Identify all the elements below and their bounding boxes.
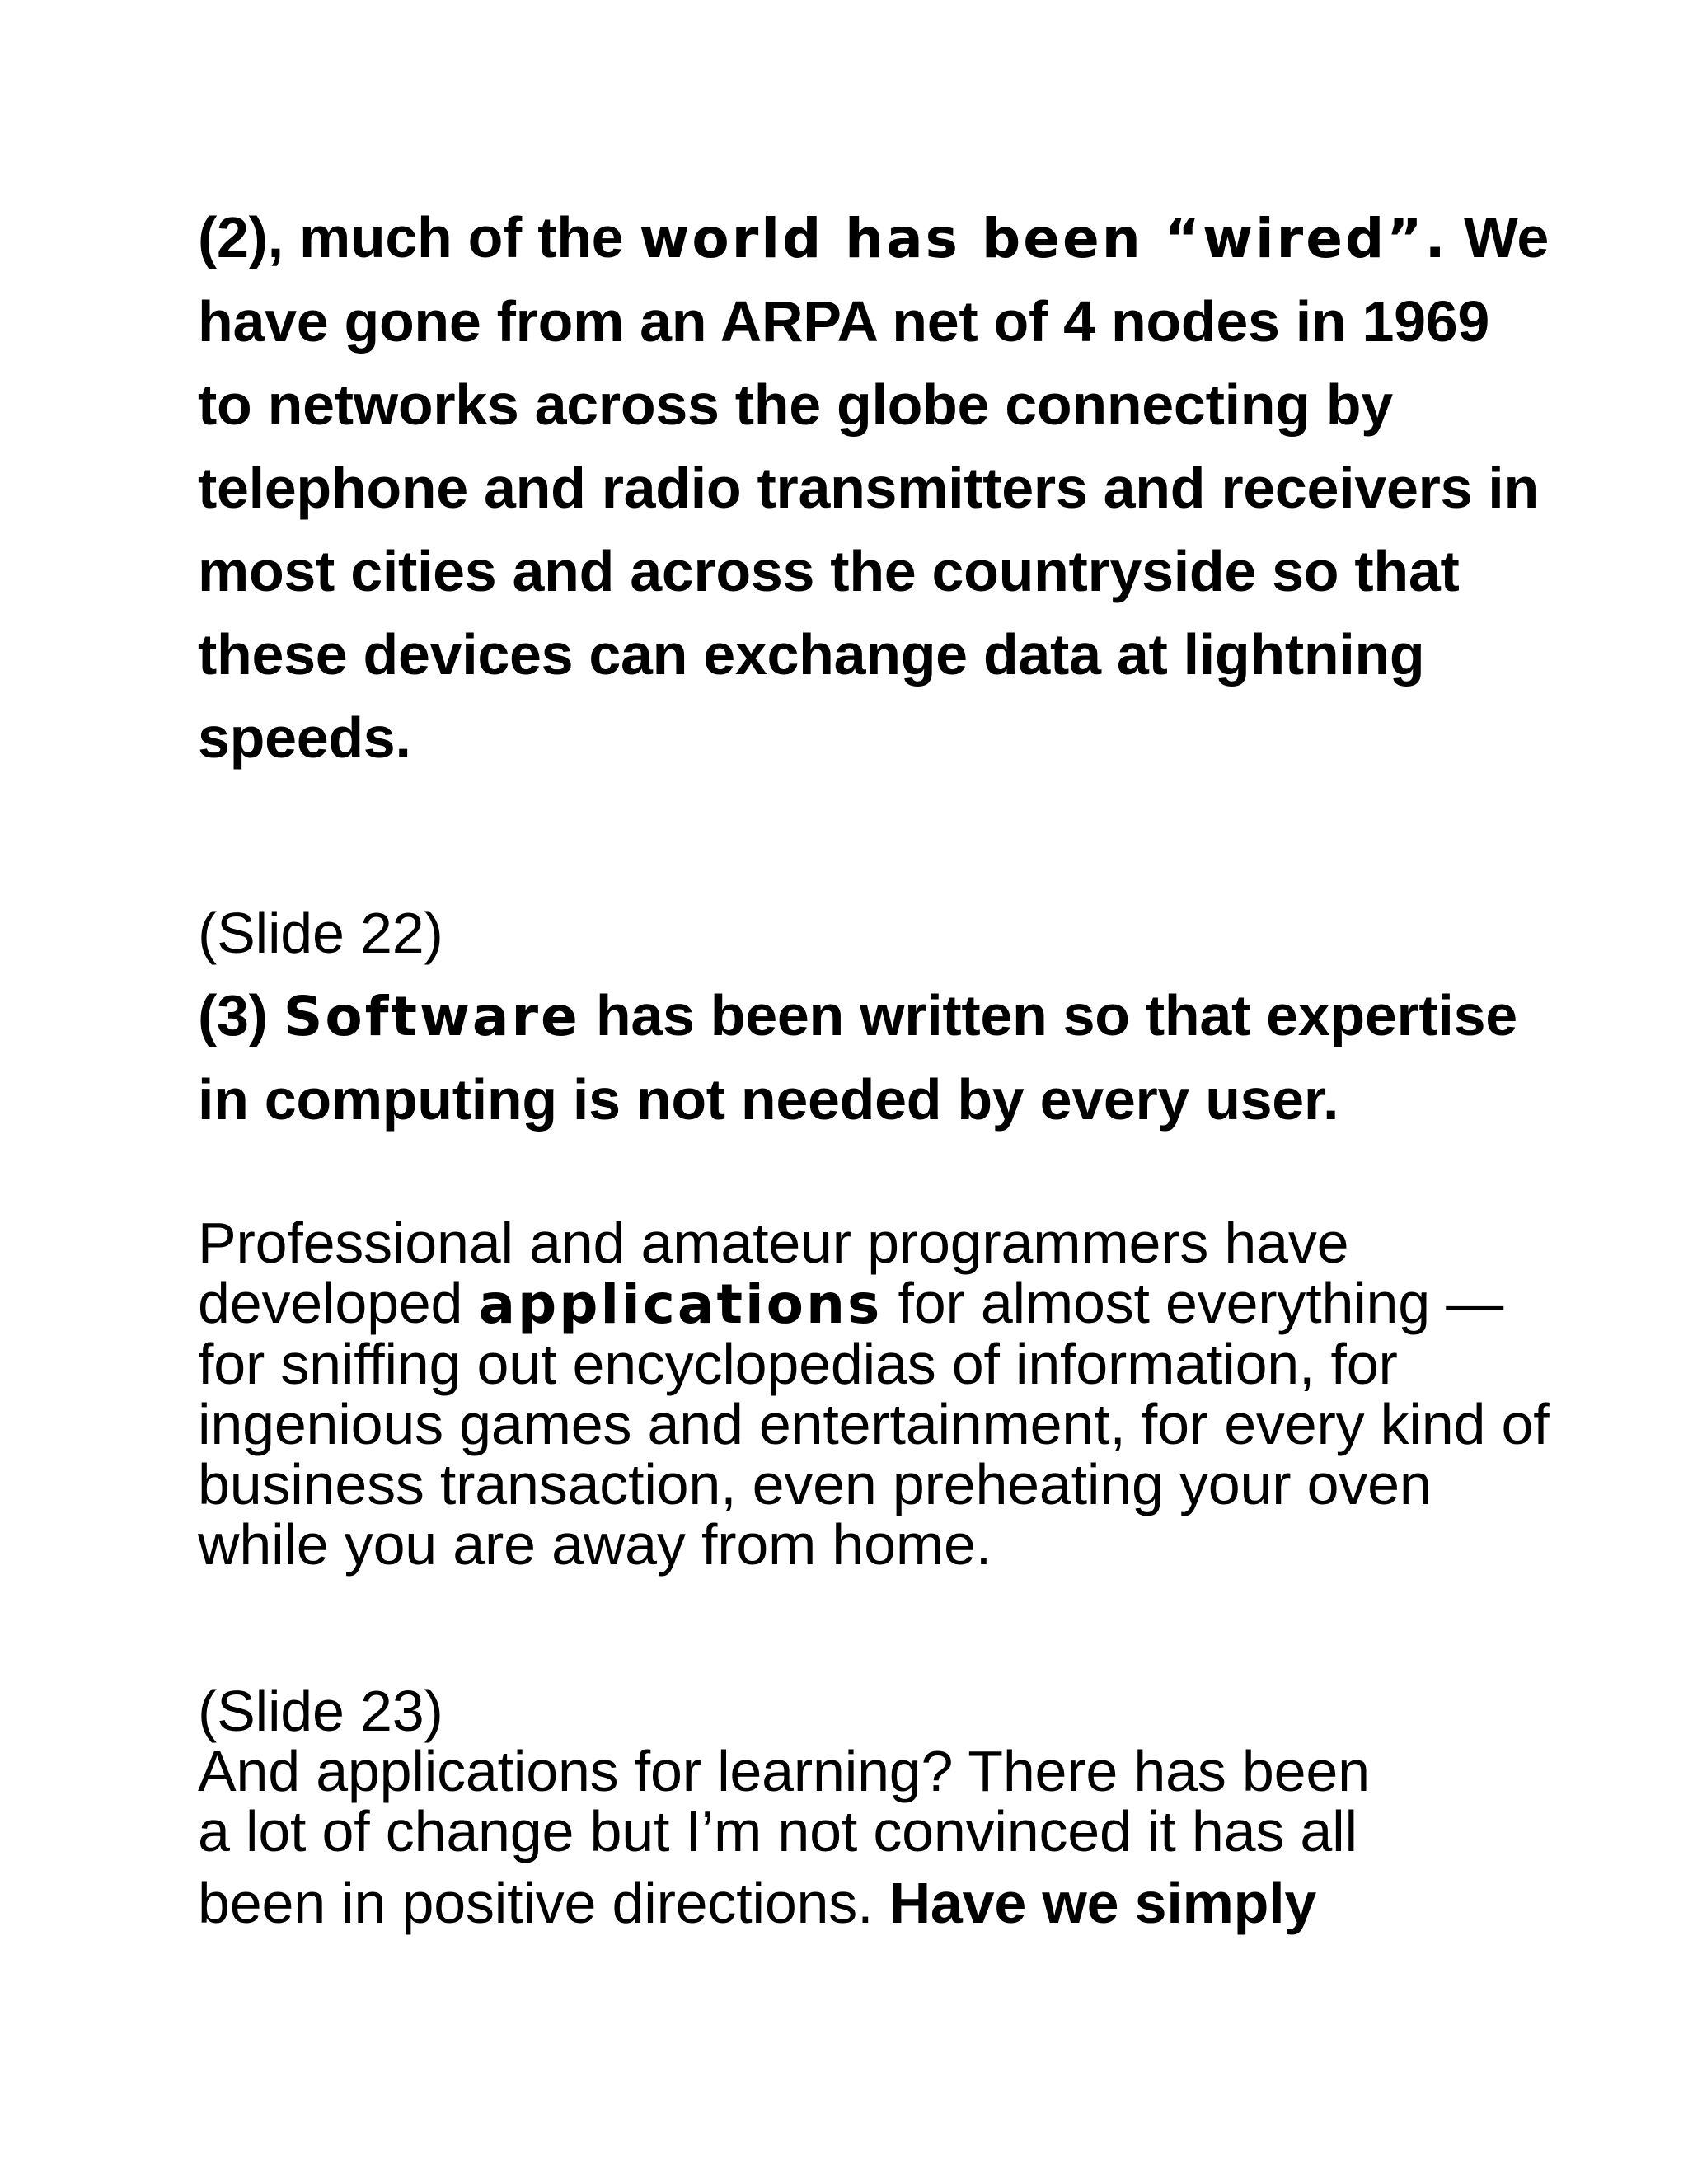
- paragraph-body: We have gone from an ARPA net of 4 nodes in 1969 to networks across the globe connecting by telephone and radio transmitters and receivers in most cities and across the countryside so that these devices can exchange data at lightning speeds.: [198, 205, 1549, 770]
- paragraph-line: And applications for learning? There has been: [198, 1739, 1370, 1803]
- paragraph-lead: (3): [198, 983, 284, 1047]
- emphasis-applications: applications: [478, 1272, 883, 1336]
- emphasis-have-we-simply: Have we simply: [889, 1871, 1317, 1935]
- paragraph-lead: Professional and amateur programmers have developed: [198, 1211, 1349, 1335]
- paragraph-lead: (2), much of the: [198, 205, 640, 269]
- paragraph-learning: [198, 1741, 1558, 1945]
- paragraph-applications: [198, 1213, 1558, 1575]
- paragraph-body: for almost everything — for sniffing out encyclopedias of information, for ingenious games and entertainment, for every kind of business transaction, even preheating your oven while you are away from home.: [198, 1271, 1550, 1577]
- emphasis-world-wired: world has been “wired”.: [639, 207, 1448, 270]
- paragraph-body: has been written so that expertise in computing is not needed by every user.: [198, 983, 1517, 1132]
- slide-22-label: (Slide 22): [198, 901, 443, 965]
- paragraph-text: been in positive directions.: [198, 1871, 889, 1935]
- paragraph-line: a lot of change but I’m not convinced it has all: [198, 1799, 1357, 1863]
- paragraph-wired-world: [198, 196, 1558, 780]
- paragraph-line: [198, 1862, 1558, 1945]
- paragraph-software: [198, 974, 1558, 1141]
- emphasis-software: Software: [283, 985, 580, 1048]
- slide-23-label: (Slide 23): [198, 1679, 443, 1743]
